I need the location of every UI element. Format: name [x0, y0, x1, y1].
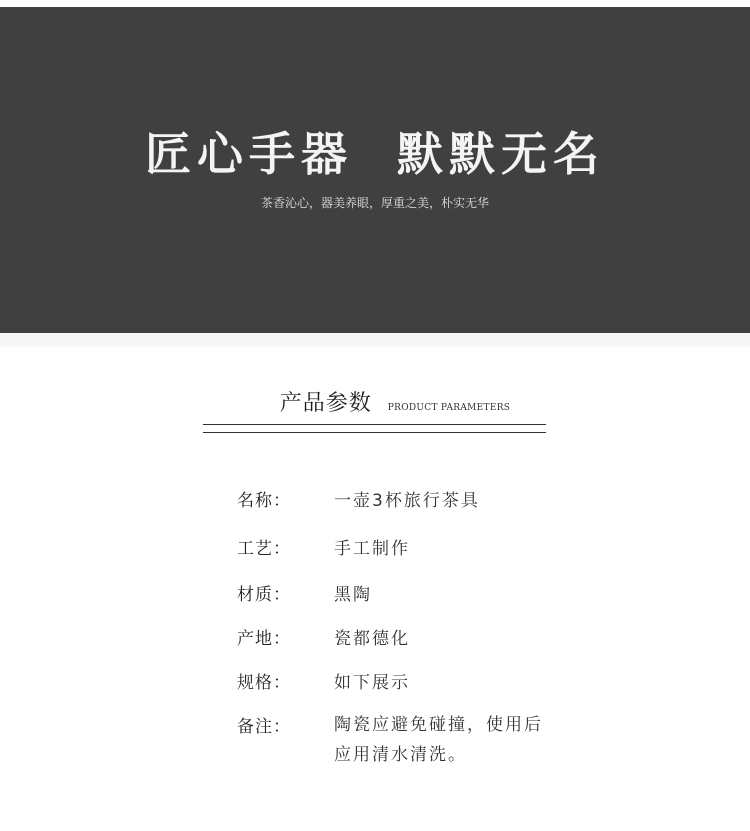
banner-title: 匠心手器 默默无名	[144, 127, 606, 181]
param-value: 如下展示	[334, 673, 410, 693]
param-label: 产地：	[237, 629, 291, 649]
param-value: 手工制作	[334, 539, 410, 559]
heading-rule-top	[203, 424, 546, 425]
param-value: 一壶3杯旅行茶具	[334, 491, 480, 511]
param-value: 陶瓷应避免碰撞，使用后应用清水清洗。	[334, 715, 543, 765]
param-value: 黑陶	[334, 585, 372, 605]
param-label: 规格：	[237, 673, 291, 693]
param-label: 名称：	[237, 491, 291, 511]
section-title-en: PRODUCT PARAMETERS	[387, 403, 511, 413]
param-label: 备注：	[237, 717, 291, 737]
section-title-cn: 产品参数	[279, 391, 372, 416]
section-divider-band	[0, 333, 750, 347]
banner-subtitle: 茶香沁心，器美养眼，厚重之美，朴实无华	[260, 196, 489, 210]
param-label: 工艺：	[237, 539, 291, 559]
heading-rule-bottom	[203, 432, 546, 433]
param-label: 材质：	[237, 585, 291, 605]
top-strip	[0, 0, 750, 7]
param-value: 瓷都德化	[334, 629, 410, 649]
section-heading	[0, 386, 750, 418]
